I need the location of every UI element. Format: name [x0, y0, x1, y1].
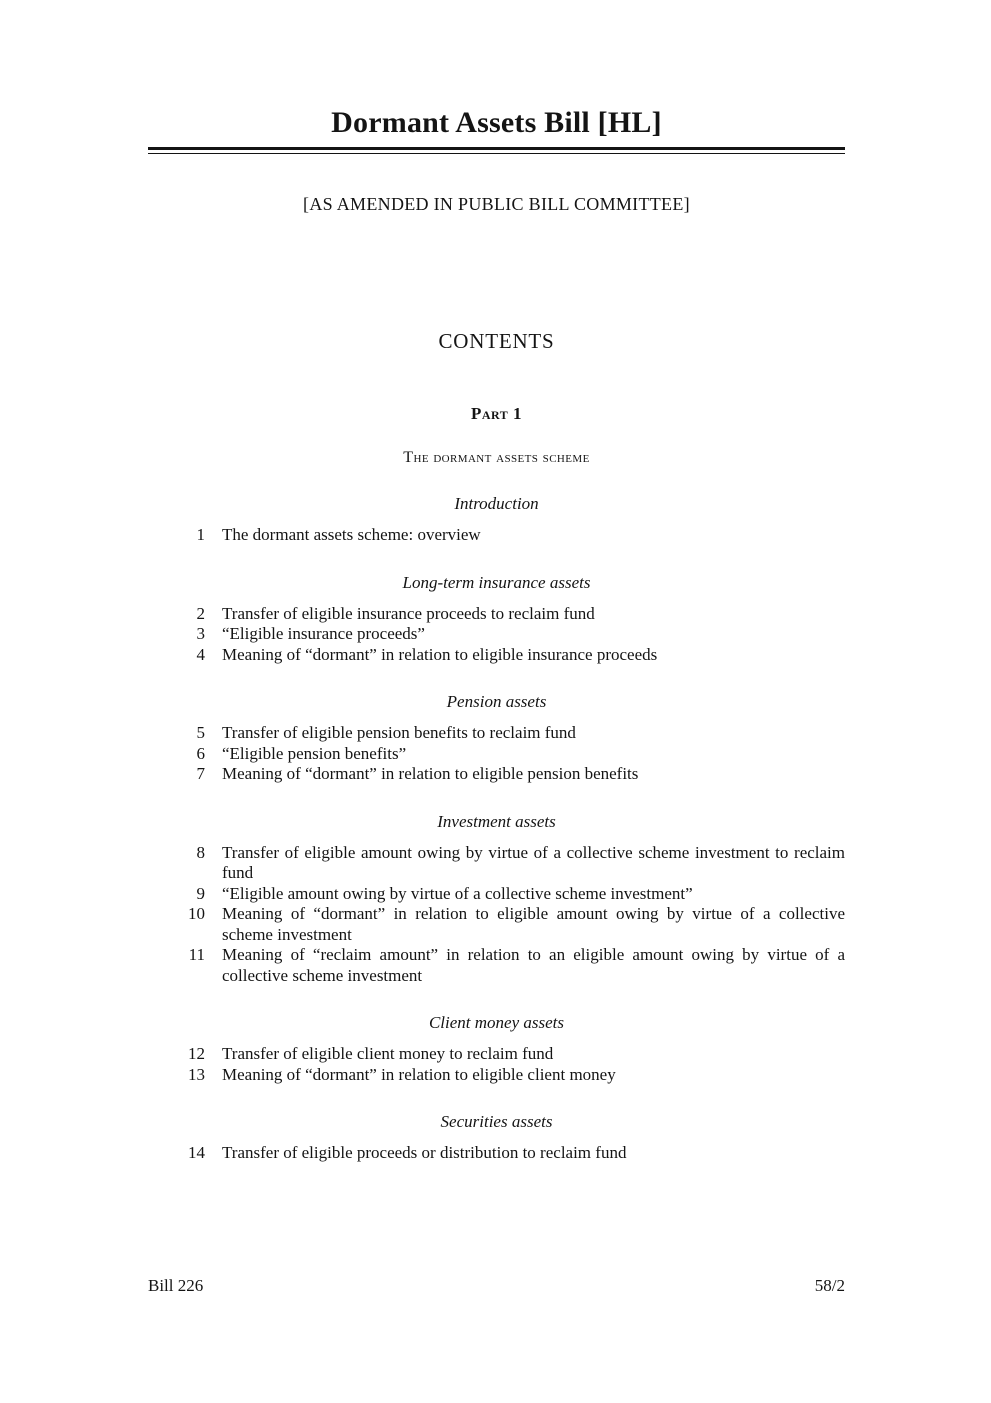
toc-item	[148, 884, 845, 905]
toc-item-number: 12	[188, 1044, 205, 1063]
part-label: Part 1	[470, 404, 523, 423]
toc-item	[148, 744, 845, 765]
page-title: Dormant Assets Bill [HL]	[331, 106, 662, 139]
group-heading: Pension assets	[446, 692, 547, 711]
toc-item-number: 14	[188, 1143, 205, 1162]
toc-item-number: 1	[196, 525, 205, 544]
toc-item-text: Transfer of eligible insurance proceeds to reclaim fund	[222, 603, 595, 623]
toc-item-number: 11	[188, 945, 205, 964]
toc-item	[148, 904, 845, 945]
toc-item	[148, 843, 845, 884]
toc-group-client-money-assets	[148, 1013, 845, 1085]
toc-item	[148, 645, 845, 666]
contents-heading: CONTENTS	[438, 329, 555, 353]
toc-item	[148, 764, 845, 785]
toc-item-number: 13	[188, 1064, 205, 1084]
toc-item-text: “Eligible insurance proceeds”	[222, 624, 425, 643]
toc-item-text: Meaning of “dormant” in relation to eligible pension benefits	[222, 764, 639, 783]
toc-item-text: “Eligible pension benefits”	[222, 743, 407, 763]
group-heading: Client money assets	[428, 1013, 565, 1032]
toc-item	[148, 723, 845, 744]
toc-item-number: 3	[196, 624, 205, 643]
toc-item-number: 6	[196, 743, 205, 763]
toc-item-number: 5	[196, 723, 205, 742]
group-heading: Investment assets	[437, 811, 556, 831]
toc-item-number: 8	[196, 842, 205, 862]
toc-item-number: 7	[196, 764, 205, 783]
toc-item-text: Meaning of “reclaim amount” in relation to an eligible amount owing by virtue of a collective scheme investment	[222, 945, 845, 985]
table-of-contents	[148, 494, 845, 1164]
title-divider	[148, 147, 845, 154]
toc-item-text: Meaning of “dormant” in relation to eligible insurance proceeds	[222, 644, 658, 664]
part-title: The dormant assets scheme	[403, 449, 590, 466]
toc-group-pension-assets	[148, 692, 845, 785]
toc-item-number: 4	[196, 644, 205, 664]
amendment-note: [AS AMENDED IN PUBLIC BILL COMMITTEE]	[303, 194, 690, 214]
group-heading: Introduction	[454, 494, 539, 513]
toc-item-text: Transfer of eligible pension benefits to reclaim fund	[222, 723, 576, 742]
toc-group-securities-assets	[148, 1112, 845, 1164]
toc-item-number: 10	[188, 904, 205, 923]
toc-item	[148, 624, 845, 645]
toc-item-text: Transfer of eligible client money to reclaim fund	[222, 1044, 554, 1063]
page-footer	[148, 1276, 845, 1296]
toc-item	[148, 1065, 845, 1086]
toc-item-text: Transfer of eligible proceeds or distribution to reclaim fund	[222, 1143, 627, 1162]
footer-session-number: 58/2	[814, 1276, 845, 1295]
group-heading: Long-term insurance assets	[402, 572, 591, 592]
toc-item	[148, 945, 845, 986]
toc-item-number: 2	[196, 603, 205, 623]
toc-item	[148, 1143, 845, 1164]
toc-group-investment-assets	[148, 812, 845, 987]
page-content	[148, 0, 845, 1164]
toc-item	[148, 525, 845, 546]
toc-item	[148, 1044, 845, 1065]
footer-bill-number: Bill 226	[148, 1276, 204, 1295]
toc-item-text: Meaning of “dormant” in relation to eligible amount owing by virtue of a collective scheme investment	[222, 904, 845, 944]
toc-item	[148, 604, 845, 625]
toc-item-text: Meaning of “dormant” in relation to eligible client money	[222, 1064, 616, 1084]
toc-group-introduction	[148, 494, 845, 546]
group-heading: Securities assets	[440, 1112, 553, 1131]
toc-item-text: “Eligible amount owing by virtue of a collective scheme investment”	[222, 883, 693, 903]
toc-item-number: 9	[196, 883, 205, 903]
toc-item-text: The dormant assets scheme: overview	[222, 525, 481, 544]
toc-group-long-term-insurance-assets	[148, 573, 845, 666]
toc-item-text: Transfer of eligible amount owing by virtue of a collective scheme investment to reclaim fund	[222, 842, 845, 882]
